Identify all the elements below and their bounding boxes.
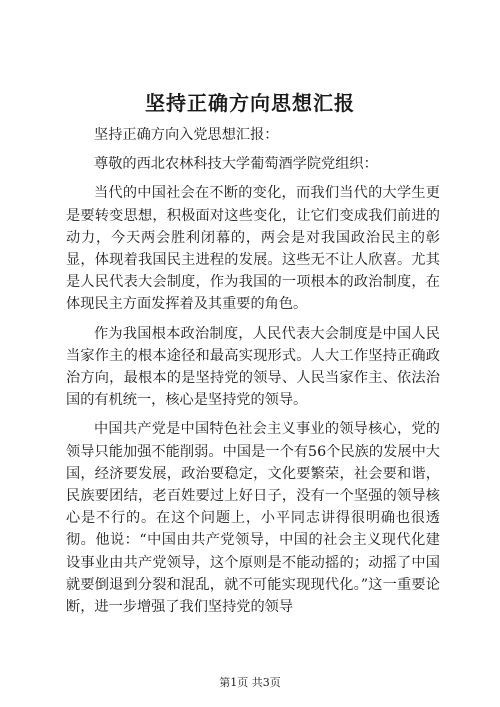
- paragraph-1: 当代的中国社会在不断的变化，而我们当代的大学生更是要转变思想，积极面对这些变化，让它们变成我们前进的动力，今天两会胜利闭幕的，两会是对我国政治民主的彰显，体现着我国民主进程的发展。这些无不让人欣喜。尤其是人民代表大会制度，作为我国的一项根本的政治制度，在体现民主方面发挥着及其重要的角色。: [66, 185, 440, 313]
- greeting-line: 坚持正确方向入党思想汇报：: [94, 127, 279, 143]
- document-title: 坚持正确方向思想汇报: [145, 91, 355, 115]
- paragraph-2: 作为我国根本政治制度，人民代表大会制度是中国人民当家作主的根本途径和最高实现形式。人大工作坚持正确政治方向，最根本的是坚持党的领导、人民当家作主、依法治国的有机统一，核心是坚持党的领导。: [66, 325, 440, 409]
- page-footer: 第1页 共3页: [219, 676, 281, 689]
- salutation-line: 尊敬的西北农林科技大学葡萄酒学院党组织：: [94, 156, 378, 173]
- document-body: [66, 124, 440, 618]
- paragraph-3: 中国共产党是中国特色社会主义事业的领导核心，党的领导只能加强不能削弱。中国是一个有56个民族的发展中大国，经济要发展，政治要稳定，文化要繁荣，社会要和谐，民族要团结，老百姓要过上好日子，没有一个坚强的领导核心是不行的。在这个问题上，小平同志讲得很明确也很透彻。他说：“中国由共产党领导，中国的社会主义现代化建设事业由共产党领导，这个原则是不能动摇的；动摇了中国就要倒退到分裂和混乱，就不可能实现现代化。”这一重要论断，进一步增强了我们坚持党的领导: [66, 421, 440, 616]
